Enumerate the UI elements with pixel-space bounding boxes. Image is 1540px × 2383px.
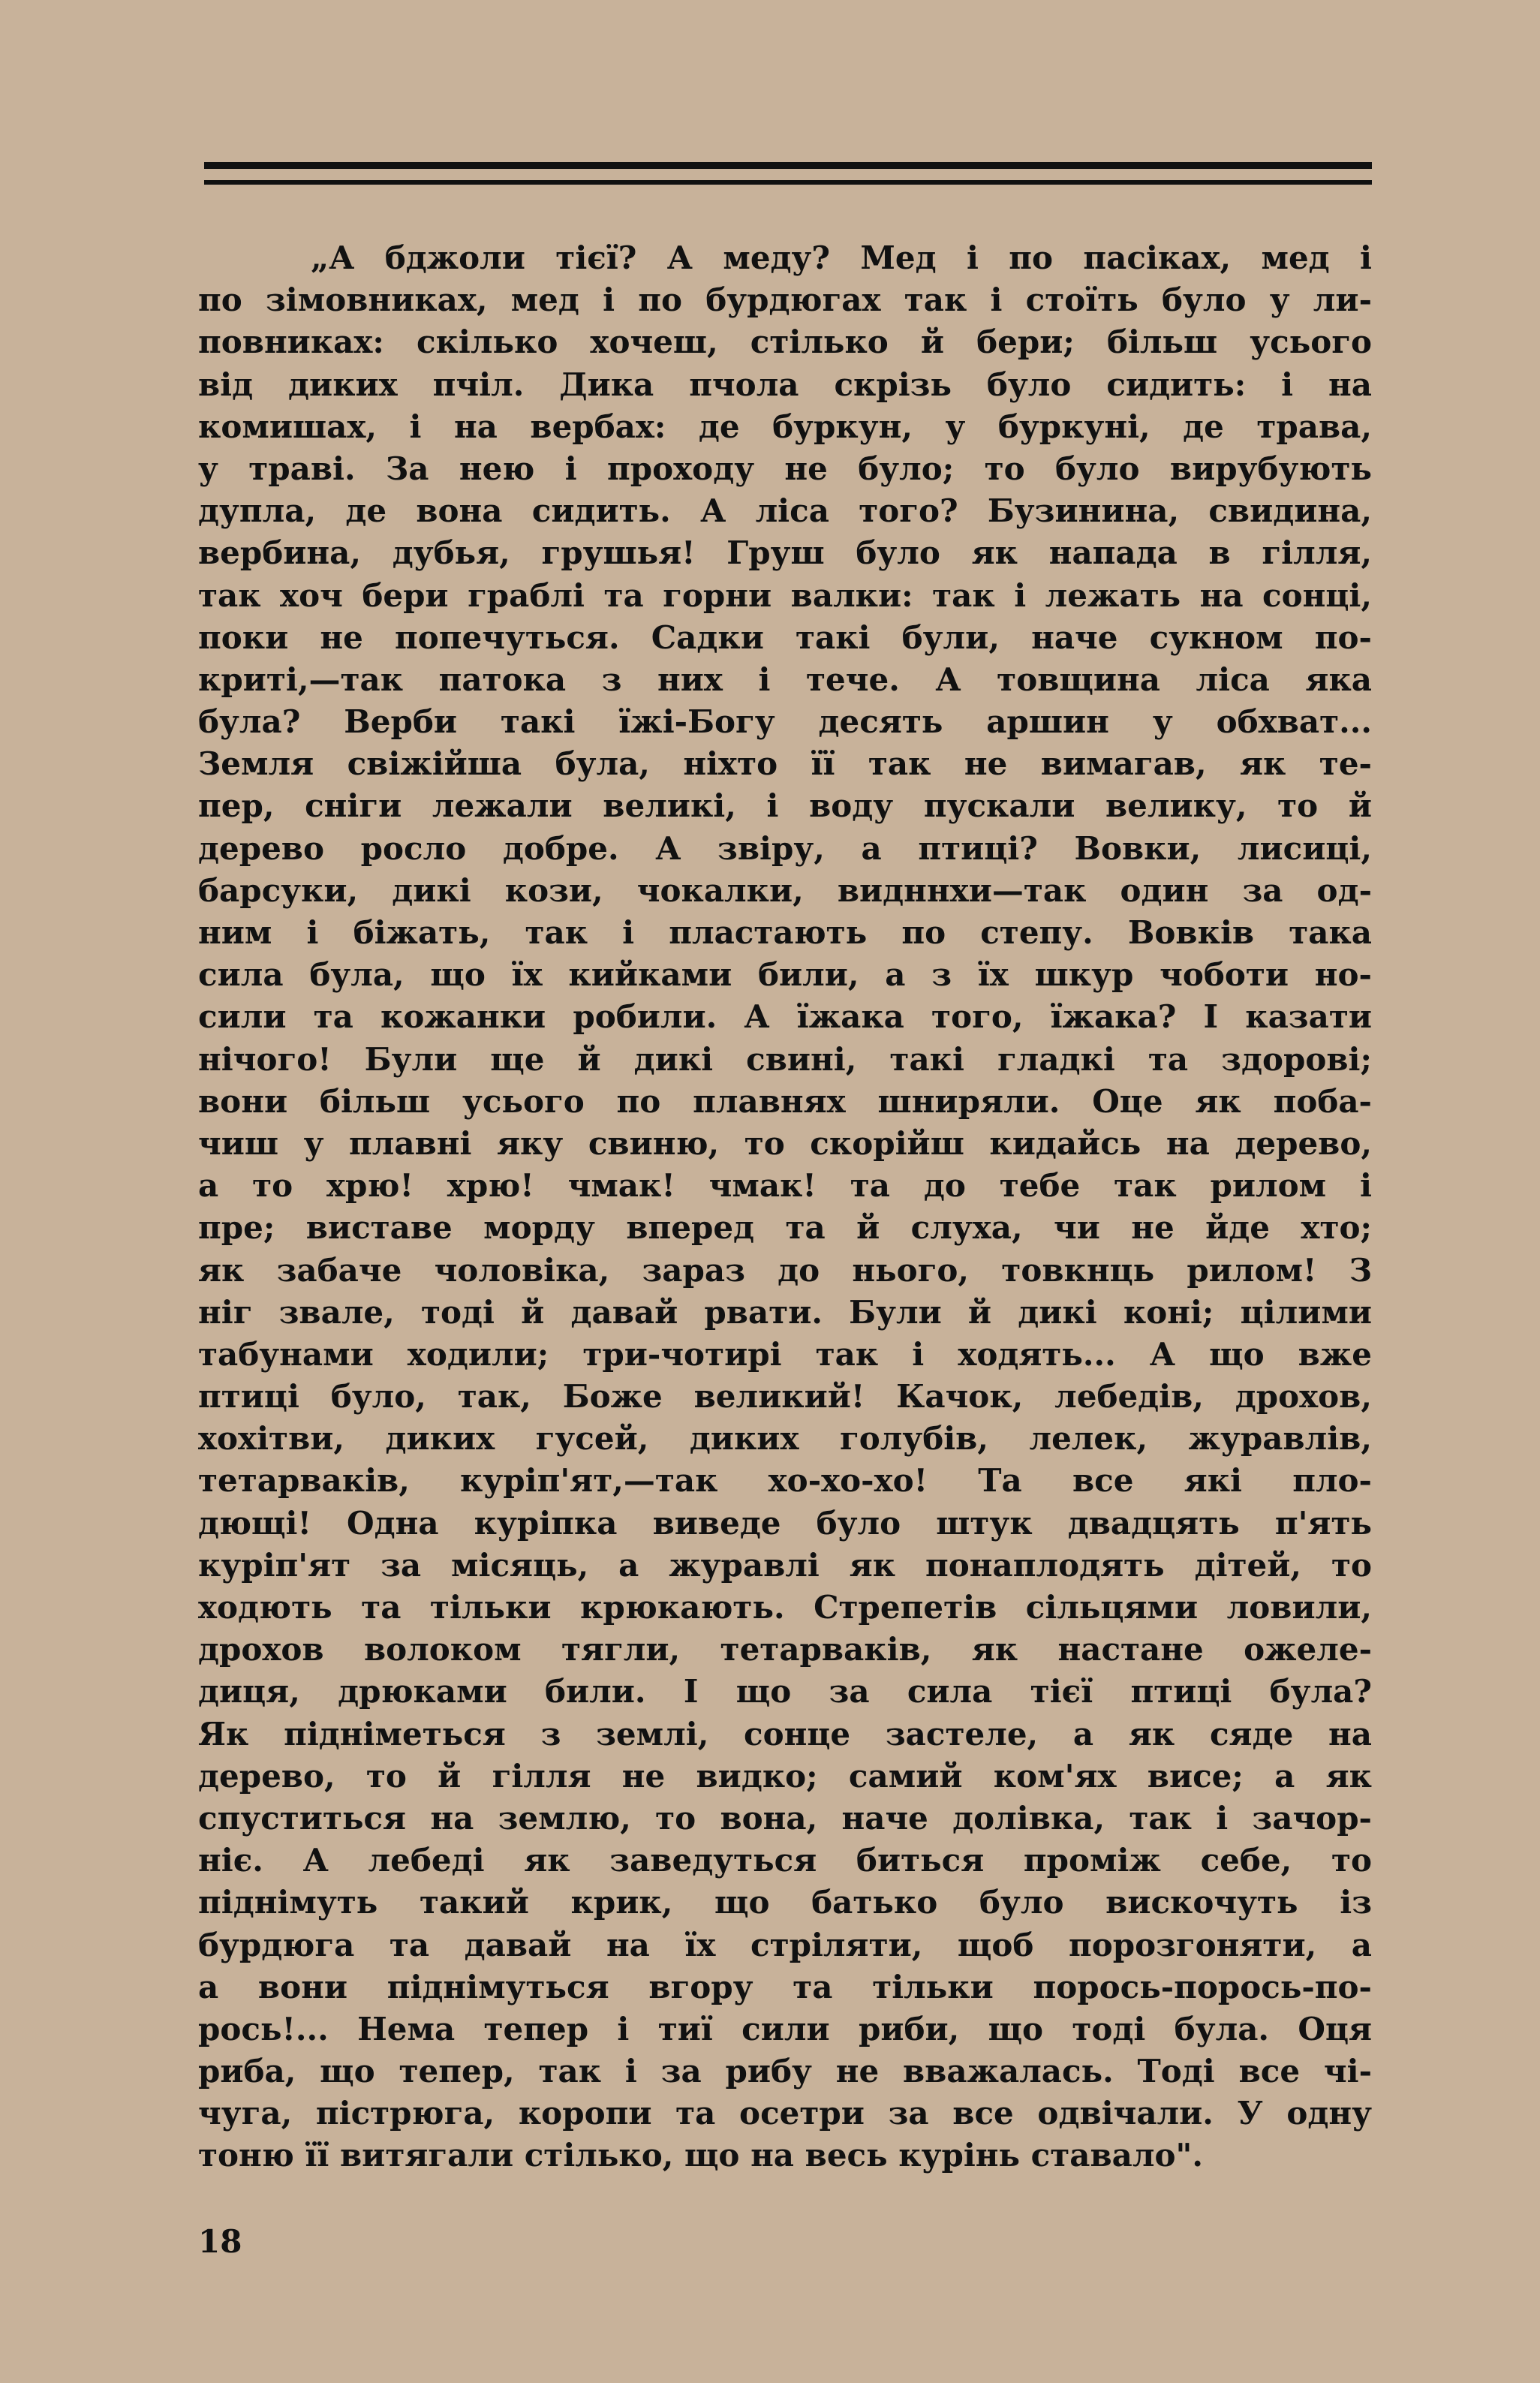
text-line: від диких пчіл. Дика пчола скрізь було сидить: і на	[198, 366, 1372, 403]
header-rule-thick	[204, 162, 1372, 169]
text-line: сили та кожанки робили. А їжака того, їжака? І казати	[198, 998, 1372, 1036]
text-line: а то хрю! хрю! чмак! чмак! та до тебе так рилом і	[198, 1167, 1372, 1205]
text-line: ніг звале, тоді й давай рвати. Були й дикі коні; цілими	[198, 1293, 1372, 1331]
text-line: як забаче чоловіка, зараз до нього, товкнць рилом! З	[198, 1251, 1372, 1289]
text-line: дрохов волоком тягли, тетарваків, як настане ожеле-	[198, 1631, 1372, 1668]
text-line: „А бджоли тієї? А меду? Мед і по пасіках, мед і	[311, 239, 1372, 276]
text-line: вони більш усього по плавнях шниряли. Оце як поба-	[198, 1082, 1372, 1120]
text-line: куріп'ят за місяць, а журавлі як понаплодять дітей, то	[198, 1546, 1372, 1584]
body-text	[198, 237, 1372, 2177]
text-line: дерево росло добре. А звіру, а птиці? Вовки, лисиці,	[198, 829, 1372, 867]
text-line: комишах, і на вербах: де буркун, у буркуні, де трава,	[198, 408, 1372, 445]
text-line: спуститься на землю, то вона, наче долівка, так і зачор-	[198, 1799, 1372, 1837]
text-line: ним і біжать, так і пластають по степу. Вовків така	[198, 914, 1372, 951]
text-line: тетарваків, куріп'ят,—так хо-хо-хо! Та все які пло-	[198, 1462, 1372, 1500]
text-line: тоню її витягали стілько, що на весь курінь ставало".	[198, 2137, 1203, 2174]
text-line: барсуки, дикі кози, чокалки, видннхи—так один за од-	[198, 871, 1372, 909]
text-line: дупла, де вона сидить. А ліса того? Бузинина, свидина,	[198, 492, 1372, 530]
text-line: у траві. За нею і проходу не було; то було вирубують	[198, 450, 1372, 487]
text-line: була? Верби такі їжі-Богу десять аршин у обхват...	[198, 703, 1372, 741]
text-line: піднімуть такий крик, що батько було вискочуть із	[198, 1884, 1372, 1921]
text-line: по зімовниках, мед і по бурдюгах так і стоїть було у ли-	[198, 281, 1372, 319]
text-line: пер, сніги лежали великі, і воду пускали велику, то й	[198, 787, 1372, 825]
text-line: хохітви, диких гусей, диких голубів, лелек, журавлів,	[198, 1420, 1372, 1458]
text-line: табунами ходили; три-чотирі так і ходять... А що вже	[198, 1335, 1372, 1373]
text-line: чиш у плавні яку свиню, то скорійш кидайсь на дерево,	[198, 1124, 1372, 1162]
text-line: чуга, пістрюга, коропи та осетри за все одвічали. У одну	[198, 2095, 1372, 2132]
header-rule-thin	[204, 180, 1372, 185]
text-line: вербина, дубья, грушья! Груш було як напада в гілля,	[198, 534, 1372, 572]
text-line: Земля свіжійша була, ніхто її так не вимагав, як те-	[198, 745, 1372, 783]
text-line: криті,—так патока з них і тече. А товщина ліса яка	[198, 660, 1372, 698]
text-line: поки не попечуться. Садки такі були, наче сукном по-	[198, 618, 1372, 656]
text-line: пре; виставе морду вперед та й слуха, чи не йде хто;	[198, 1209, 1372, 1247]
text-line: птиці було, так, Боже великий! Качок, лебедів, дрохов,	[198, 1378, 1372, 1416]
text-line: так хоч бери граблі та горни валки: так і лежать на сонці,	[198, 576, 1372, 614]
text-line: сила була, що їх кийками били, а з їх шкур чоботи но-	[198, 956, 1372, 994]
text-line: повниках: скілько хочеш, стілько й бери; більш усього	[198, 323, 1372, 361]
text-line: а вони піднімуться вгору та тільки порось-порось-по-	[198, 1968, 1372, 2005]
page-number: 18	[198, 2223, 242, 2260]
text-line: Як підніметься з землі, сонце застеле, а як сяде на	[198, 1715, 1372, 1753]
text-line: риба, що тепер, так і за рибу не вважалась. Тоді все чі-	[198, 2053, 1372, 2090]
text-line: ніє. А лебеді як заведуться биться проміж себе, то	[198, 1842, 1372, 1879]
text-line: дерево, то й гілля не видко; самий ком'ях висе; а як	[198, 1757, 1372, 1795]
text-line: рось!... Нема тепер і тиї сили риби, що тоді була. Оця	[198, 2010, 1372, 2048]
text-line: бурдюга та давай на їх стріляти, щоб порозгоняти, а	[198, 1926, 1372, 1963]
text-line: дющі! Одна куріпка виведе було штук двадцять п'ять	[198, 1504, 1372, 1542]
text-line: ходють та тільки крюкають. Стрепетів сільцями ловили,	[198, 1589, 1372, 1626]
text-line: диця, дрюками били. І що за сила тієї птиці була?	[198, 1673, 1372, 1711]
text-line: нічого! Були ще й дикі свині, такі гладкі та здорові;	[198, 1040, 1372, 1078]
